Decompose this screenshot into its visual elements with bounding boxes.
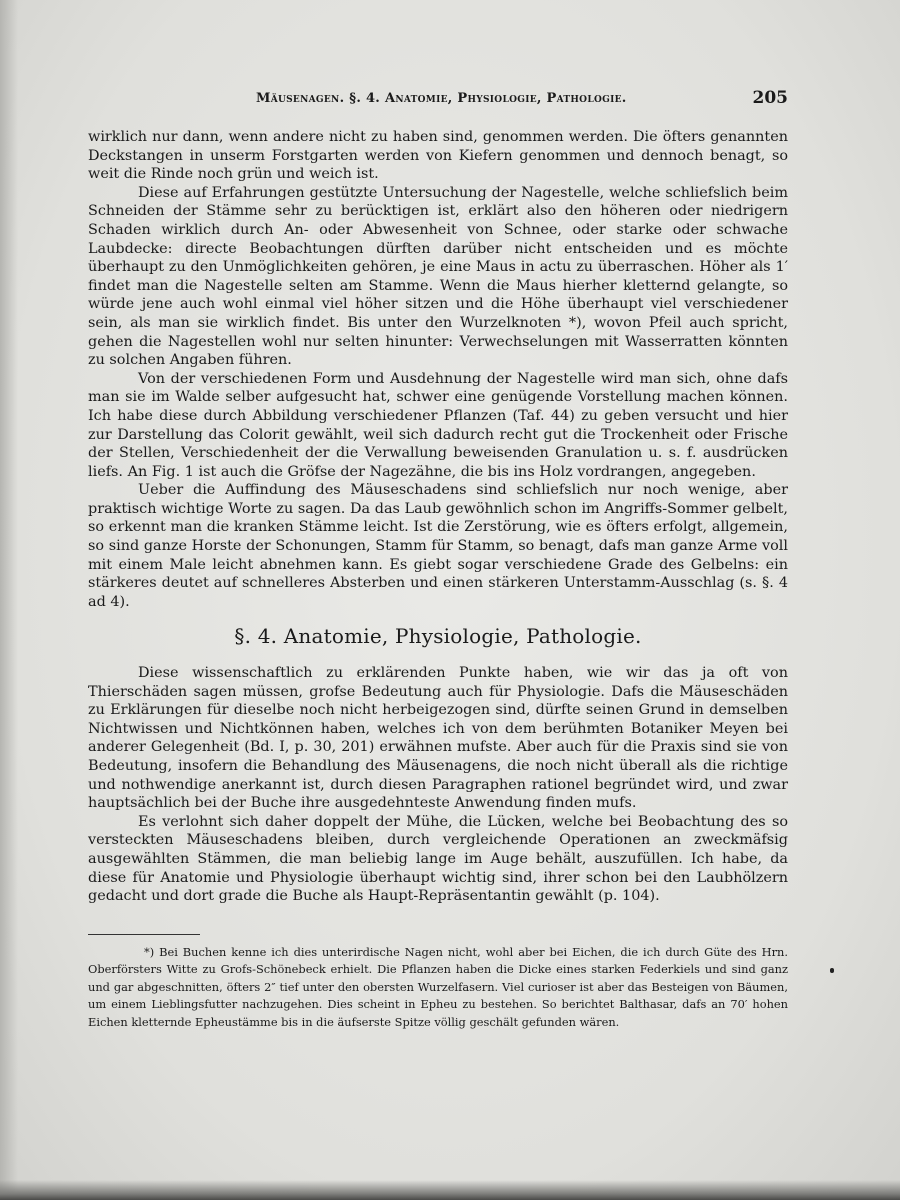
page-number: 205 xyxy=(752,88,788,108)
page-bottom-edge xyxy=(0,1180,900,1200)
footnote-text: *) Bei Buchen kenne ich dies unterirdische Nagen nicht, wohl aber bei Eichen, die ich durch Güte des Hrn. Oberförsters Witte zu Grofs-Schönebeck erhielt. Die Pflanzen haben die Dicke eines starken Federkiels und sind ganz und gar abgeschnitten, öfters 2″ tief unter den obersten Wurzelfasern. Viel curioser ist aber das Besteigen von Bäumen, um einem Lieblingsfutter nachzugehen. Dies scheint in Epheu zu bestehen. So berichtet Balthasar, dafs an 70′ hohen Eichen kletternde Epheustämme bis in die äufserste Spitze völlig geschält gefunden wären. xyxy=(88,945,788,1029)
running-head xyxy=(88,88,788,112)
paragraph-auffindung: Ueber die Auffindung des Mäuseschadens sind schliefslich nur noch wenige, aber praktisch wichtige Worte zu sagen. Da das Laub gewöhnlich schon im Angriffs-Sommer gelbelt, so erkennt man die kranken Stämme leicht. Ist die Zerstörung, wie es öfters erfolgt, allgemein, so sind ganze Horste der Schonungen, Stamm für Stamm, so benagt, dafs man ganze Arme voll mit einem Male leicht abnehmen kann. Es giebt sogar verschiedene Grade des Gelbelns: ein stärkeres deutet auf schnelleres Absterben und einen stärkeren Unterstamm-Ausschlag (s. §. 4 ad 4). xyxy=(88,482,788,610)
section-heading: §. 4. Anatomie, Physiologie, Pathologie. xyxy=(234,624,642,648)
paragraph-wissenschaftlich: Diese wissenschaftlich zu erklärenden Punkte haben, wie wir das ja oft von Thierschäden sagen müssen, grofse Bedeutung auch für Physiologie. Dafs die Mäuseschäden zu Erklärungen für dieselbe noch nicht herbeigezogen sind, dürfte seinen Grund in demselben Nichtwissen und Nichtkönnen haben, welches ich von dem berühmten Botaniker Meyen bei anderer Gelegenheit (Bd. I, p. 30, 201) erwähnen mufste. Aber auch für die Praxis sind sie von Bedeutung, insofern die Behandlung des Mäusenagens, die noch nicht überall als die richtige und nothwendige anerkannt ist, durch diesen Paragraphen rationel begründet wird, und zwar hauptsächlich bei der Buche ihre ausgedehnteste Anwendung finden mufs. xyxy=(88,665,788,812)
ink-speck xyxy=(830,968,834,973)
section-body-text xyxy=(88,664,788,906)
paragraph-nagestelle: Diese auf Erfahrungen gestützte Untersuchung der Nagestelle, welche schliefslich beim Schneiden der Stämme sehr zu berücktigen ist, erklärt also den höheren oder niedrigern Schaden wirklich durch An- oder Abwesenheit von Schnee, oder starke oder schwache Laubdecke: directe Beobachtungen dürften darüber nicht entscheiden und es möchte überhaupt zu den Unmöglichkeiten gehören, je eine Maus in actu zu überraschen. Höher als 1′ findet man die Nagestelle selten am Stamme. Wenn die Maus hierher kletternd gelangte, so würde jene auch wohl einmal viel höher sitzen und die Höhe überhaupt viel verschiedener sein, als man sie wirklich findet. Bis unter den Wurzelknoten *), wovon Pfeil auch spricht, gehen die Nagestellen wohl nur selten hinunter: Verwechselungen mit Wasserratten könnten zu solchen Angaben führen. xyxy=(88,184,788,369)
paragraph-form: Von der verschiedenen Form und Ausdehnung der Nagestelle wird man sich, ohne dafs man sie im Walde selber aufgesucht hat, schwer eine genügende Vorstellung machen können. Ich habe diese durch Abbildung verschiedener Pflanzen (Taf. 44) zu geben versucht und hier zur Darstellung das Colorit gewählt, weil sich dadurch recht gut die Trockenheit oder Frische der Stellen, Verschiedenheit der die Verwallung beweisenden Granulation u. s. f. ausdrücken liefs. An Fig. 1 ist auch die Gröfse der Nagezähne, die bis ins Holz vordrangen, angegeben. xyxy=(88,370,788,480)
running-title: Mäusenagen. §. 4. Anatomie, Physiologie, Pathologie. xyxy=(256,91,627,106)
body-text xyxy=(88,128,788,611)
footnote xyxy=(88,944,788,1031)
paragraph-continuation: wirklich nur dann, wenn andere nicht zu haben sind, genommen werden. Die öfters genannten Deckstangen in unserm Forstgarten werden von Kiefern genommen und dennoch benagt, so weit die Rinde noch grün und weich ist. xyxy=(88,129,788,183)
page-binding-shadow xyxy=(0,0,18,1200)
footnote-rule xyxy=(88,934,200,935)
paragraph-verlohnt: Es verlohnt sich daher doppelt der Mühe, die Lücken, welche bei Beobachtung des so versteckten Mäuseschadens bleiben, durch vergleichende Operationen an zweckmäfsig ausgewählten Stämmen, die man beliebig lange im Auge behält, auszufüllen. Ich habe, da diese für Anatomie und Physiologie überhaupt wichtig sind, ihrer schon bei den Laubhölzern gedacht und dort grade die Buche als Haupt-Repräsentantin gewählt (p. 104). xyxy=(88,813,788,905)
